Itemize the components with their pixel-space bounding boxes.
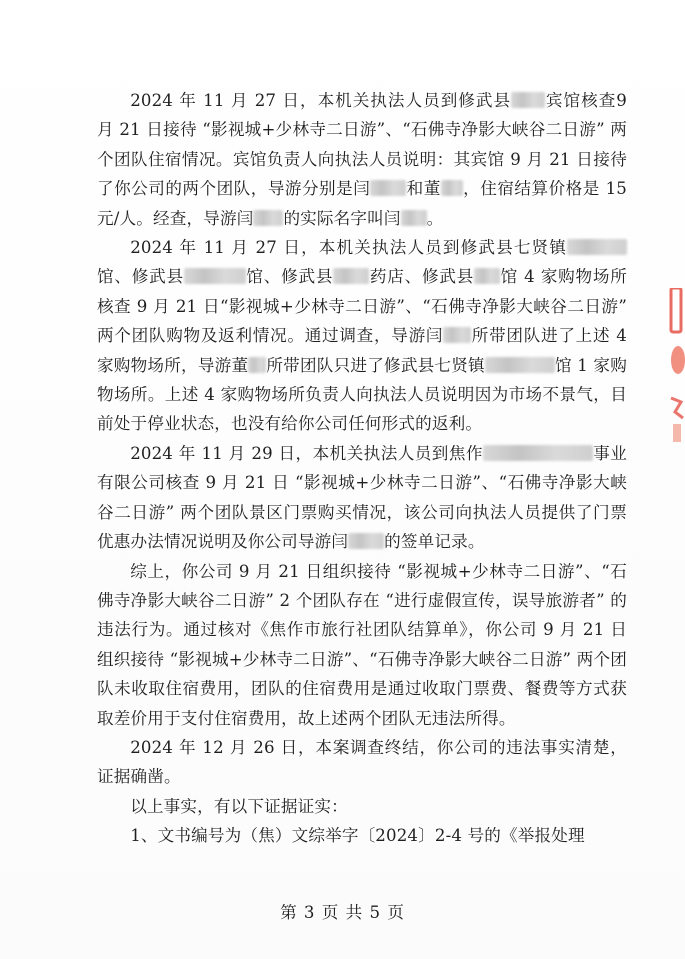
paragraph-ticket-check (97, 439, 627, 557)
text-segment: 2024 年 11 月 27 日，本机关执法人员到修武县 (130, 91, 512, 110)
text-segment: 馆、修武县 (245, 267, 334, 287)
document-body (97, 86, 627, 851)
redacted-text (443, 327, 471, 343)
page-number-footer: 第 3 页 共 5 页 (280, 903, 405, 922)
redacted-text (567, 239, 627, 255)
text-segment: 所带团队进了上述 4 家购物场所，导游董 (97, 326, 627, 375)
text-segment: 药店、修武县 (369, 267, 475, 287)
text-segment: 馆 1 家购物场所。上述 4 家购物场所负责人向执法人员说明因为市场不景气，目前处于停业状态，也没有给你公司任何形式的返利。 (97, 355, 627, 434)
redacted-text (348, 533, 384, 549)
redacted-text (483, 445, 593, 461)
text-segment: ，住宿结算价格是 15 元/人。经查，导游闫 (97, 179, 627, 228)
paragraph-conclusion (97, 557, 627, 733)
text-segment: 馆、修武县 (97, 267, 184, 287)
text-segment: 宾馆核查9 月 21 日接待 “影视城+少林寺二日游”、“石佛寺净影大峡谷二日游” 两个团队住宿情况。宾馆负责人向执法人员说明：其宾馆 9 月 21 日接待了你公司的两个团队，导游分别是闫 (97, 91, 627, 199)
redacted-text (370, 180, 406, 196)
redacted-text (401, 210, 427, 226)
text-segment: 综上，你公司 9 月 21 日组织接待 “影视城+少林寺二日游”、“石佛寺净影大峡谷二日游” 2 个团队存在 “进行虚假宣传，误导旅游者” 的违法行为。通过核对《焦作市旅行社团队结算单》，你公司 9 月 21 日组织接待 “影视城+少林寺二日游”、“石佛寺净影大峡谷二日游” 两个团队未收取住宿费用，团队的住宿费用是通过收取门票费、餐费等方式获取差价用于支付住宿费用，故上述两个团队无违法所得。 (97, 561, 627, 728)
text-segment: 和董 (406, 179, 441, 199)
text-segment: 馆 4 家购物场所核查 9 月 21 日“影视城+少林寺二日游”、“石佛寺净影大峡谷二日游” 两个团队购物及返利情况。通过调查，导游闫 (97, 267, 628, 346)
paragraph-hotel-check (97, 86, 627, 233)
text-segment: 2024 年 12 月 26 日，本案调查终结，你公司的违法事实清楚，证据确凿。 (97, 737, 627, 787)
paragraph-shopping-check (97, 233, 627, 439)
paragraph-investigation-end (97, 733, 627, 792)
text-segment: 2024 年 11 月 29 日，本机关执法人员到焦作 (130, 443, 483, 463)
text-segment: 以上事实，有以下证据证实： (130, 796, 348, 816)
text-segment: 的签单记录。 (384, 532, 485, 552)
text-segment: 事业有限公司核查 9 月 21 日 “影视城+少林寺二日游”、“石佛寺净影大峡谷二日游” 两个团队景区门票购买情况，该公司向执法人员提供了门票优惠办法情况说明及你公司导游闫 (97, 443, 627, 552)
paragraph-evidence-intro (97, 792, 627, 821)
redacted-text (485, 357, 555, 373)
redacted-text (441, 180, 463, 196)
redacted-text (248, 357, 266, 373)
redacted-text (474, 268, 500, 284)
text-segment: 所带团队只进了修武县七贤镇 (266, 355, 485, 375)
text-segment: 。 (426, 208, 444, 228)
text-segment: 的实际名字叫闫 (283, 208, 401, 228)
redacted-text (253, 210, 283, 226)
evidence-item-1: 1、文书编号为（焦）文综举字〔2024〕2-4 号的《举报处理 (130, 826, 585, 846)
redacted-text (184, 268, 246, 284)
text-segment: 2024 年 11 月 27 日，本机关执法人员到修武县七贤镇 (130, 238, 567, 258)
red-seal-edge (665, 288, 685, 448)
redacted-text (333, 268, 369, 284)
redacted-text (511, 92, 545, 108)
